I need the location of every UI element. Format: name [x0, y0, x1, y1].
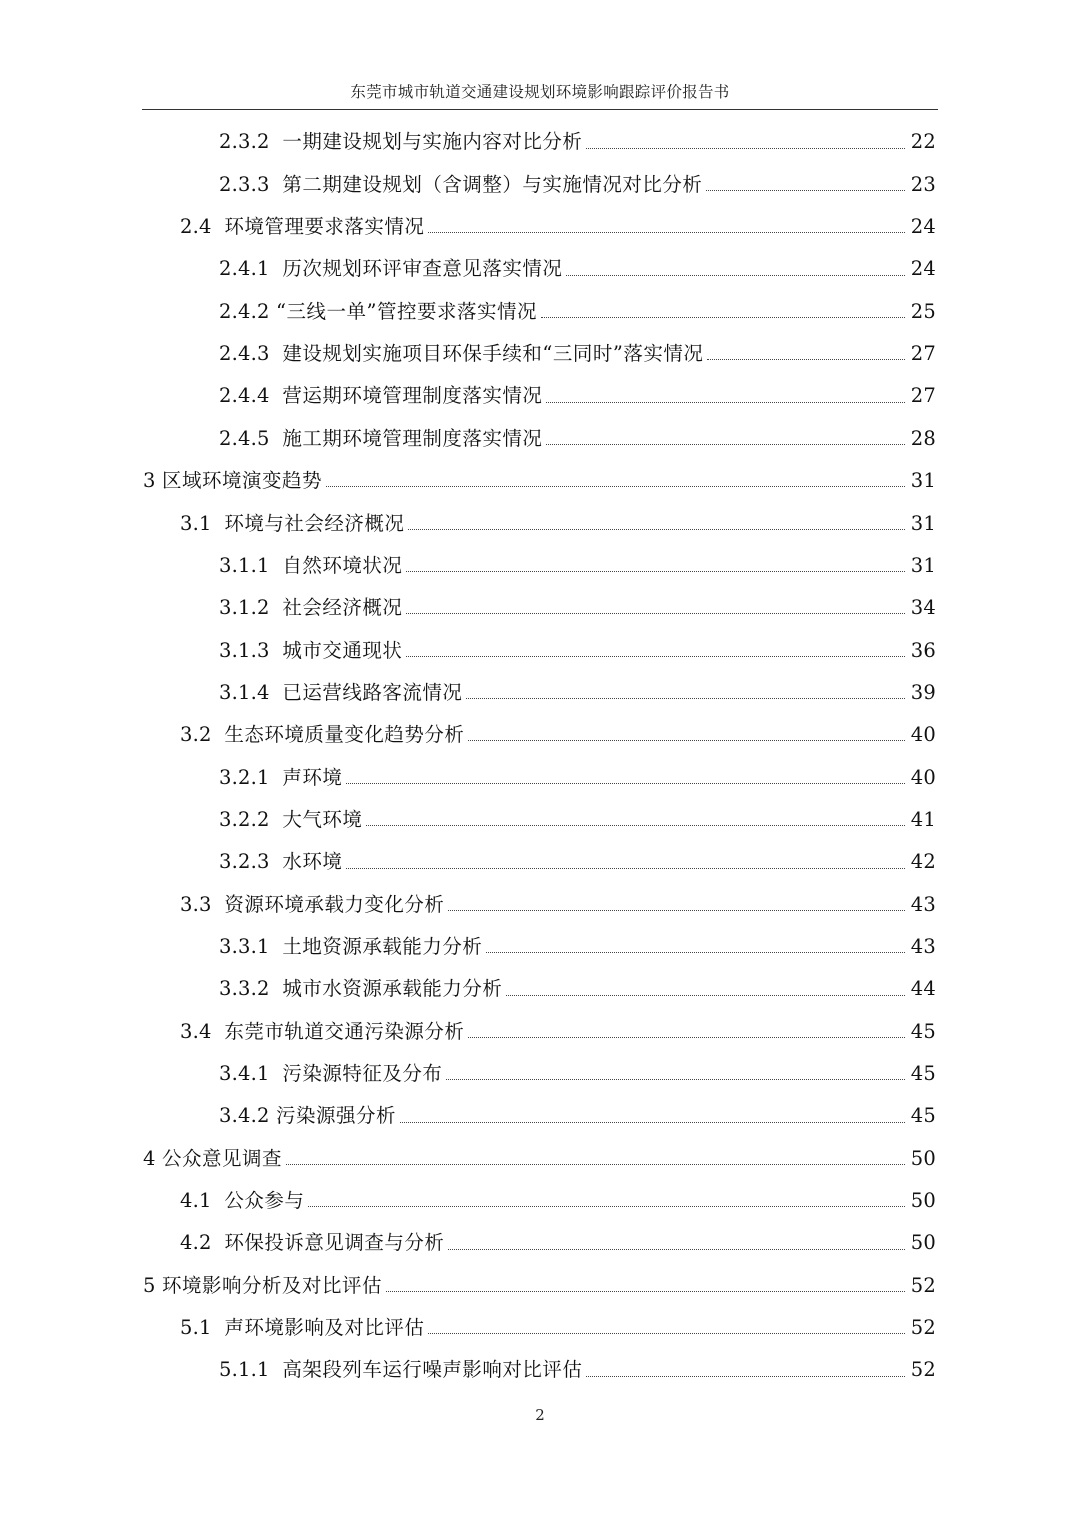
toc-entry[interactable] — [0, 460, 1080, 502]
toc-entry-number: 3.4.2 — [219, 1104, 277, 1128]
toc-dot-leader — [408, 529, 904, 530]
toc-dot-leader — [566, 275, 904, 276]
toc-entry-page: 28 — [910, 426, 936, 450]
toc-dot-leader — [586, 148, 904, 149]
toc-entry[interactable] — [0, 206, 1080, 248]
toc-entry-page: 27 — [910, 342, 936, 366]
toc-entry[interactable] — [0, 1264, 1080, 1306]
toc-entry-page: 31 — [910, 469, 936, 493]
toc-entry[interactable] — [0, 121, 1080, 163]
toc-dot-leader — [406, 571, 904, 572]
toc-dot-leader — [468, 740, 904, 741]
toc-entry-page: 52 — [910, 1358, 936, 1382]
toc-dot-leader — [406, 613, 904, 614]
toc-dot-leader — [546, 402, 904, 403]
toc-dot-leader — [541, 317, 905, 318]
toc-entry-number: 3.4 — [180, 1019, 225, 1043]
toc-dot-leader — [448, 1249, 904, 1250]
toc-entry-page: 40 — [910, 723, 936, 747]
toc-entry-number: 3.2.2 — [219, 807, 283, 831]
toc-entry-number: 2.3.3 — [219, 172, 283, 196]
toc-entry-page: 50 — [910, 1146, 936, 1170]
toc-entry-number: 4.1 — [180, 1189, 225, 1213]
toc-entry-title: 污染源特征及分布 — [282, 1061, 443, 1085]
toc-entry-title: 营运期环境管理制度落实情况 — [282, 384, 543, 408]
toc-entry[interactable] — [0, 926, 1080, 968]
toc-entry[interactable] — [0, 544, 1080, 586]
toc-entry[interactable] — [0, 163, 1080, 205]
toc-dot-leader — [448, 910, 904, 911]
toc-dot-leader — [400, 1122, 905, 1123]
toc-entry[interactable] — [0, 1053, 1080, 1095]
toc-entry-number: 2.4 — [180, 215, 225, 239]
header-divider — [142, 109, 938, 110]
toc-entry-title: 公众参与 — [224, 1189, 305, 1213]
toc-entry-page: 22 — [910, 130, 936, 154]
toc-entry-number: 2.4.3 — [219, 342, 283, 366]
toc-entry-page: 24 — [910, 257, 936, 281]
toc-entry-number: 2.4.4 — [219, 384, 283, 408]
toc-dot-leader — [286, 1164, 905, 1165]
toc-entry-number: 3.2 — [180, 723, 225, 747]
toc-entry-title: 施工期环境管理制度落实情况 — [282, 426, 543, 450]
toc-entry-page: 52 — [910, 1273, 936, 1297]
toc-entry[interactable] — [0, 502, 1080, 544]
toc-entry-number: 3.3 — [180, 892, 225, 916]
toc-entry-title: 社会经济概况 — [282, 596, 403, 620]
toc-entry-title: 区域环境演变趋势 — [162, 469, 323, 493]
toc-entry-page: 31 — [910, 511, 936, 535]
toc-entry-page: 43 — [910, 892, 936, 916]
toc-entry-page: 50 — [910, 1189, 936, 1213]
toc-entry[interactable] — [0, 1137, 1080, 1179]
table-of-contents — [0, 121, 1080, 1391]
toc-entry[interactable] — [0, 417, 1080, 459]
toc-entry-page: 45 — [910, 1061, 936, 1085]
toc-entry[interactable] — [0, 333, 1080, 375]
toc-dot-leader — [546, 444, 904, 445]
toc-entry[interactable] — [0, 799, 1080, 841]
toc-entry-number: 3.1.4 — [219, 680, 283, 704]
toc-entry-title: 东莞市轨道交通污染源分析 — [224, 1019, 465, 1043]
toc-entry-page: 31 — [910, 553, 936, 577]
toc-entry[interactable] — [0, 1222, 1080, 1264]
toc-entry[interactable] — [0, 1095, 1080, 1137]
toc-entry-title: 历次规划环评审查意见落实情况 — [282, 257, 563, 281]
toc-dot-leader — [346, 783, 904, 784]
toc-entry[interactable] — [0, 1307, 1080, 1349]
toc-entry-number: 4.2 — [180, 1231, 225, 1255]
toc-entry-number: 2.4.2 — [219, 299, 277, 323]
toc-dot-leader — [468, 1037, 904, 1038]
toc-entry-title: 环境与社会经济概况 — [224, 511, 405, 535]
toc-entry-page: 41 — [910, 807, 936, 831]
toc-entry[interactable] — [0, 290, 1080, 332]
toc-entry-page: 27 — [910, 384, 936, 408]
toc-entry-title: 建设规划实施项目环保手续和“三同时”落实情况 — [282, 342, 704, 366]
toc-entry-page: 50 — [910, 1231, 936, 1255]
toc-entry[interactable] — [0, 671, 1080, 713]
page-header-title: 东莞市城市轨道交通建设规划环境影响跟踪评价报告书 — [350, 83, 730, 101]
toc-dot-leader — [366, 825, 904, 826]
toc-entry-title: 资源环境承载力变化分析 — [224, 892, 445, 916]
toc-entry-page: 52 — [910, 1316, 936, 1340]
toc-entry-number: 3.1.1 — [219, 553, 283, 577]
toc-entry[interactable] — [0, 1180, 1080, 1222]
toc-entry-title: 环境影响分析及对比评估 — [162, 1273, 383, 1297]
toc-dot-leader — [428, 232, 904, 233]
toc-entry-page: 34 — [910, 596, 936, 620]
toc-entry-number: 3.2.1 — [219, 765, 283, 789]
toc-entry[interactable] — [0, 375, 1080, 417]
toc-entry-number: 3.4.1 — [219, 1061, 283, 1085]
toc-entry-number: 3.1 — [180, 511, 225, 535]
toc-dot-leader — [446, 1079, 904, 1080]
toc-entry[interactable] — [0, 1010, 1080, 1052]
toc-entry-title: 土地资源承载能力分析 — [282, 934, 483, 958]
toc-entry-page: 45 — [910, 1019, 936, 1043]
toc-dot-leader — [506, 995, 904, 996]
toc-entry-number: 5 — [143, 1273, 163, 1297]
toc-entry-page: 25 — [910, 299, 936, 323]
toc-entry-title: 已运营线路客流情况 — [282, 680, 463, 704]
toc-entry-page: 42 — [910, 850, 936, 874]
toc-entry[interactable] — [0, 756, 1080, 798]
toc-entry[interactable] — [0, 587, 1080, 629]
toc-dot-leader — [428, 1333, 904, 1334]
toc-entry-title: 声环境影响及对比评估 — [224, 1316, 425, 1340]
toc-entry-number: 5.1.1 — [219, 1358, 283, 1382]
toc-entry-title: 公众意见调查 — [162, 1146, 283, 1170]
toc-entry-number: 2.3.2 — [219, 130, 283, 154]
toc-entry[interactable] — [0, 841, 1080, 883]
toc-dot-leader — [466, 698, 904, 699]
toc-entry-title: 水环境 — [282, 850, 343, 874]
toc-entry-page: 36 — [910, 638, 936, 662]
toc-entry-number: 3.1.2 — [219, 596, 283, 620]
toc-dot-leader — [326, 486, 905, 487]
toc-entry-page: 45 — [910, 1104, 936, 1128]
toc-entry[interactable] — [0, 248, 1080, 290]
toc-entry-number: 4 — [143, 1146, 163, 1170]
toc-entry-title: 大气环境 — [282, 807, 363, 831]
toc-dot-leader — [706, 190, 904, 191]
toc-entry[interactable] — [0, 714, 1080, 756]
toc-entry-title: 城市交通现状 — [282, 638, 403, 662]
toc-entry-title: 一期建设规划与实施内容对比分析 — [282, 130, 583, 154]
toc-entry[interactable] — [0, 629, 1080, 671]
toc-entry[interactable] — [0, 883, 1080, 925]
toc-entry-title: 第二期建设规划（含调整）与实施情况对比分析 — [282, 172, 703, 196]
toc-entry-title: 声环境 — [282, 765, 343, 789]
toc-entry-title: 环境管理要求落实情况 — [224, 215, 425, 239]
toc-dot-leader — [406, 656, 904, 657]
toc-entry-number: 3.3.2 — [219, 977, 283, 1001]
toc-dot-leader — [586, 1376, 904, 1377]
toc-entry-page: 43 — [910, 934, 936, 958]
toc-entry-number: 3.2.3 — [219, 850, 283, 874]
toc-entry-number: 3.1.3 — [219, 638, 283, 662]
toc-entry-page: 44 — [910, 977, 936, 1001]
toc-entry-page: 39 — [910, 680, 936, 704]
toc-entry-title: 环保投诉意见调查与分析 — [224, 1231, 445, 1255]
toc-entry-title: 污染源强分析 — [276, 1104, 397, 1128]
page-number: 2 — [535, 1406, 545, 1424]
toc-entry[interactable] — [0, 968, 1080, 1010]
toc-entry[interactable] — [0, 1349, 1080, 1391]
toc-entry-page: 40 — [910, 765, 936, 789]
toc-dot-leader — [386, 1291, 905, 1292]
toc-entry-title: 高架段列车运行噪声影响对比评估 — [282, 1358, 583, 1382]
toc-entry-title: 城市水资源承载能力分析 — [282, 977, 503, 1001]
toc-entry-page: 23 — [910, 172, 936, 196]
toc-entry-page: 24 — [910, 215, 936, 239]
toc-entry-title: 自然环境状况 — [282, 553, 403, 577]
toc-dot-leader — [707, 359, 904, 360]
toc-entry-title: 生态环境质量变化趋势分析 — [224, 723, 465, 747]
toc-entry-number: 2.4.1 — [219, 257, 283, 281]
toc-dot-leader — [308, 1206, 904, 1207]
toc-entry-number: 2.4.5 — [219, 426, 283, 450]
toc-dot-leader — [486, 952, 904, 953]
toc-entry-number: 3 — [143, 469, 163, 493]
toc-entry-title: “三线一单”管控要求落实情况 — [276, 299, 537, 323]
toc-entry-number: 3.3.1 — [219, 934, 283, 958]
toc-entry-number: 5.1 — [180, 1316, 225, 1340]
toc-dot-leader — [346, 868, 904, 869]
